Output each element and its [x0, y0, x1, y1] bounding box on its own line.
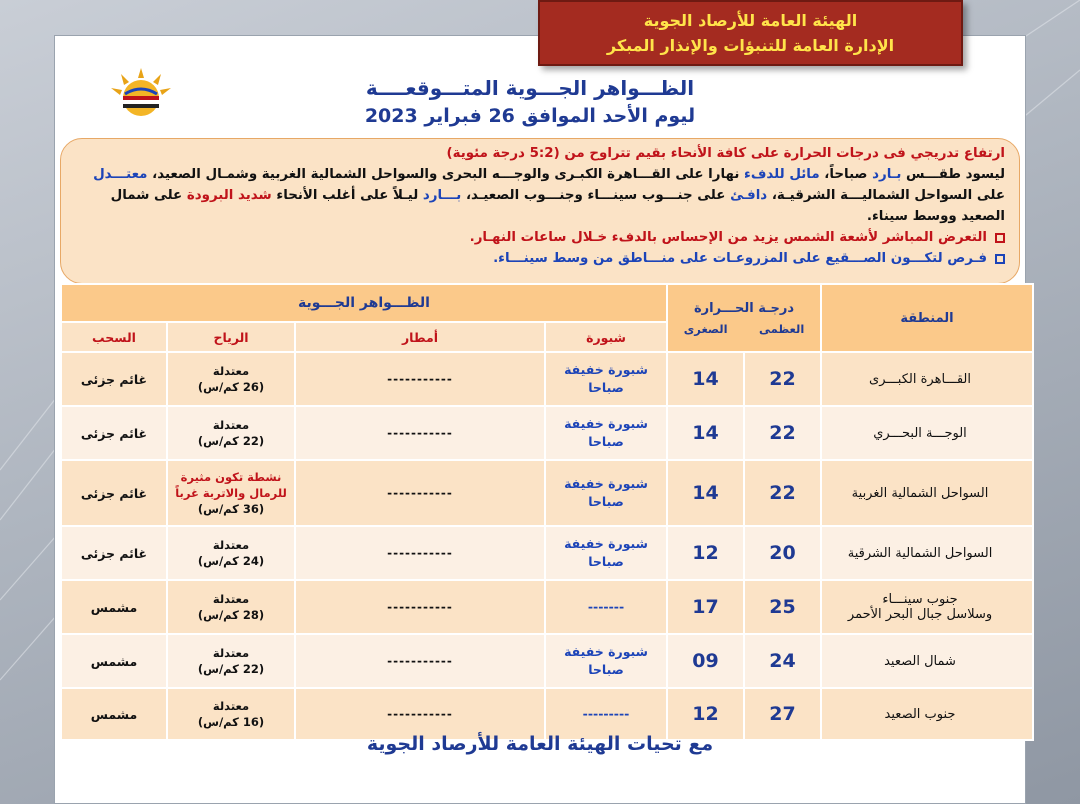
forecast-table: [60, 283, 1034, 741]
header-clouds: السحب: [61, 322, 167, 352]
region-cell: السواحل الشمالية الشرقية: [821, 526, 1033, 580]
rain-cell: -----------: [295, 580, 545, 634]
max-temp-cell: 20: [744, 526, 821, 580]
wind-cell: معتدلة (28 كم/س): [167, 580, 295, 634]
min-temp-cell: 14: [667, 460, 744, 526]
authority-banner: [538, 0, 963, 66]
header-rain: أمطار: [295, 322, 545, 352]
region-cell: جنوب الصعيد: [821, 688, 1033, 740]
fog-cell: شبورة خفيفة صباحا: [545, 352, 667, 406]
footer-greeting: مع تحيات الهيئة العامة للأرصاد الجوية: [366, 733, 714, 755]
summary-temperature-rise: ارتفاع تدريجي فى درجات الحرارة على كافة الأنحاء بقيم تتراوح من (5:2 درجة مئوية): [446, 146, 1005, 161]
clouds-cell: غائم جزئى: [61, 352, 167, 406]
clouds-cell: غائم جزئى: [61, 460, 167, 526]
header-min: الصغرى: [683, 321, 728, 336]
table-row: [61, 460, 1033, 526]
min-temp-cell: 14: [667, 406, 744, 460]
table-row: [61, 634, 1033, 688]
banner-authority-name: الهيئة العامة للأرصاد الجوية: [643, 11, 858, 30]
clouds-cell: غائم جزئى: [61, 526, 167, 580]
max-temp-cell: 22: [744, 352, 821, 406]
region-cell: القـــاهرة الكبـــرى: [821, 352, 1033, 406]
bullet-text: التعرض المباشر لأشعة الشمس يزيد من الإحساس بالدفء خـلال ساعات النهـار.: [469, 230, 987, 245]
summary-text: صباحاً،: [819, 167, 873, 182]
region-cell: الوجـــة البحـــري: [821, 406, 1033, 460]
fog-cell: ---------: [545, 688, 667, 740]
clouds-cell: مشمس: [61, 580, 167, 634]
min-temp-cell: 14: [667, 352, 744, 406]
min-temp-cell: 12: [667, 526, 744, 580]
summary-bullet-frost: [77, 248, 1005, 269]
table-row: [61, 352, 1033, 406]
title-expected-phenomena: الظـــواهر الجـــوية المتـــوقعــــة: [365, 76, 695, 100]
clouds-cell: مشمس: [61, 688, 167, 740]
checkbox-bullet-icon: [995, 233, 1005, 243]
wind-cell: معتدلة (22 كم/س): [167, 406, 295, 460]
rain-cell: -----------: [295, 526, 545, 580]
summary-moderate: معتـــدل: [93, 167, 148, 182]
banner-department-name: الإدارة العامة للتنبؤات والإنذار المبكر: [606, 36, 895, 55]
summary-text: على شمال الصعيد ووسط سيناء.: [110, 188, 1005, 224]
title-date: ليوم الأحد الموافق 26 فبراير 2023: [364, 105, 696, 127]
clouds-cell: مشمس: [61, 634, 167, 688]
header-fog: شبورة: [545, 322, 667, 352]
min-temp-cell: 17: [667, 580, 744, 634]
bullet-text: فـرص لتكـــون الصـــقيع على المزروعـات على منـــاطق من وسط سينـــاء.: [493, 251, 987, 266]
max-temp-cell: 22: [744, 460, 821, 526]
summary-text: نهارا على القـــاهرة الكبـرى والوجـــه البحرى والسواحل الشمالية الغربية وشمـال الصعيد،: [147, 167, 745, 182]
max-temp-cell: 25: [744, 580, 821, 634]
max-temp-cell: 27: [744, 688, 821, 740]
summary-text: ليـلاً على أغلب الأنحاء: [271, 188, 423, 203]
summary-cold-night: بـــارد: [422, 188, 462, 203]
clouds-cell: غائم جزئى: [61, 406, 167, 460]
max-temp-cell: 24: [744, 634, 821, 688]
table-row: [61, 526, 1033, 580]
table-row: [61, 406, 1033, 460]
header-temperature: [667, 284, 821, 352]
wind-cell: معتدلة (24 كم/س): [167, 526, 295, 580]
header-phenomena: الظـــواهر الجـــوية: [61, 284, 667, 322]
rain-cell: -----------: [295, 688, 545, 740]
rain-cell: -----------: [295, 352, 545, 406]
meteorological-authority-logo-icon: [107, 66, 175, 118]
summary-very-cold: شديد البرودة: [186, 188, 272, 203]
min-temp-cell: 12: [667, 688, 744, 740]
bulletin-title: [330, 74, 730, 130]
fog-cell: شبورة خفيفة صباحا: [545, 526, 667, 580]
fog-cell: شبورة خفيفة صباحا: [545, 460, 667, 526]
header-max: العظمى: [758, 321, 805, 336]
region-cell: السواحل الشمالية الغربية: [821, 460, 1033, 526]
summary-cold: بـارد: [872, 167, 902, 182]
summary-text: على جنـــوب سينـــاء وجنـــوب الصعيـد،: [461, 188, 731, 203]
wind-cell: معتدلة (16 كم/س): [167, 688, 295, 740]
rain-cell: -----------: [295, 634, 545, 688]
wind-cell: نشطة تكون مثيرة للرمال والاتربة غرباً (36 كم/س): [167, 460, 295, 526]
header-region: المنطقة: [821, 284, 1033, 352]
summary-text: ليسود طقـــس: [901, 167, 1005, 182]
table-row: [61, 580, 1033, 634]
fog-cell: -------: [545, 580, 667, 634]
header-temperature-title: درجـة الحـــرارة: [693, 300, 795, 316]
region-cell: جنوب سينـــاء وسلاسل جبال البحر الأحمر: [821, 580, 1033, 634]
summary-weather-description: [77, 164, 1005, 227]
min-temp-cell: 09: [667, 634, 744, 688]
forecast-summary: [60, 138, 1020, 284]
region-cell: شمال الصعيد: [821, 634, 1033, 688]
summary-mild: مائل للدفء: [744, 167, 820, 182]
max-temp-cell: 22: [744, 406, 821, 460]
summary-bullet-sun: [77, 227, 1005, 248]
summary-text: على السواحل الشماليـــة الشرقيـة،: [767, 188, 1005, 203]
header-wind: الرياح: [167, 322, 295, 352]
wind-cell: معتدلة (22 كم/س): [167, 634, 295, 688]
rain-cell: -----------: [295, 406, 545, 460]
fog-cell: شبورة خفيفة صباحا: [545, 406, 667, 460]
wind-cell: معتدلة (26 كم/س): [167, 352, 295, 406]
fog-cell: شبورة خفيفة صباحا: [545, 634, 667, 688]
rain-cell: -----------: [295, 460, 545, 526]
summary-warm: دافـئ: [730, 188, 768, 203]
checkbox-bullet-icon: [995, 254, 1005, 264]
